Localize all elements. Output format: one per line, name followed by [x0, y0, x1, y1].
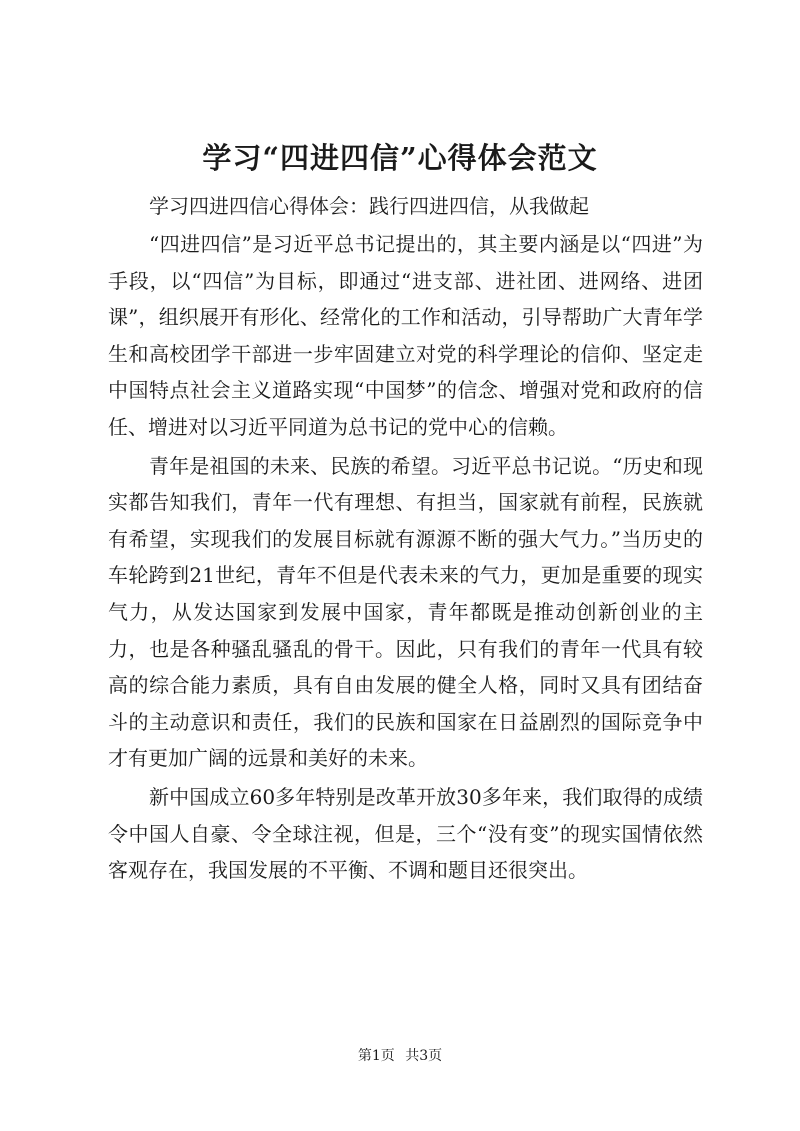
- document-title: 学习“四进四信”心得体会范文: [202, 141, 598, 175]
- document-subtitle: 学习四进四信心得体会：践行四进四信，从我做起: [149, 194, 589, 218]
- paragraph: 青年是祖国的未来、民族的希望。习近平总书记说。“历史和现实都告知我们，青年一代有理想、有担当，国家就有前程，民族就有希望，实现我们的发展目标就有源源不断的强大气力。”当历史的车轮跨到21世纪，青年不但是代表未来的气力，更加是重要的现实气力，从发达国家到发展中国家，青年都既是推动创新创业的主力，也是各种骚乱骚乱的骨干。因此，只有我们的青年一代具有较高的综合能力素质，具有自由发展的健全人格，同时又具有团结奋斗的主动意识和责任，我们的民族和国家在日益剧烈的国际竞争中才有更加广阔的远景和美好的未来。: [108, 453, 703, 771]
- document-body: [108, 186, 703, 889]
- paragraph: “四进四信”是习近平总书记提出的，其主要内涵是以“四进”为手段，以“四信”为目标，即通过“进支部、进社团、进网络、进团课”，组织展开有形化、经常化的工作和活动，引导帮助广大青年学生和高校团学干部进一步牢固建立对党的科学理论的信仰、坚定走中国特点社会主义道路实现“中国梦”的信念、增强对党和政府的信任、增进对以习近平同道为总书记的党中心的信赖。: [108, 232, 703, 439]
- page-footer: [0, 1046, 800, 1066]
- paragraph: 新中国成立60多年特别是改革开放30多年来，我们取得的成绩令中国人自豪、令全球注视，但是，三个“没有变”的现实国情依然客观存在，我国发展的不平衡、不调和题目还很突出。: [108, 784, 703, 883]
- page-total: 共3页: [405, 1048, 443, 1064]
- page-number: 第1页: [357, 1048, 395, 1064]
